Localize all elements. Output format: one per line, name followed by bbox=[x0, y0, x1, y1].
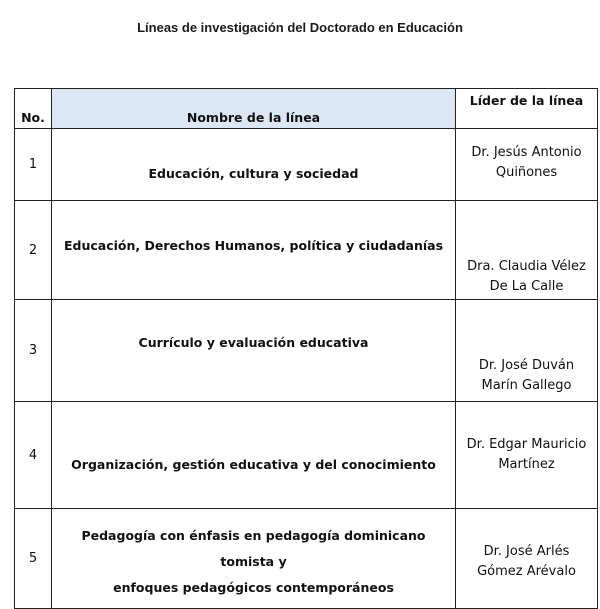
line-name bbox=[52, 300, 456, 402]
line-leader bbox=[456, 201, 598, 300]
header-line-leader: Líder de la línea bbox=[456, 89, 598, 129]
line-name bbox=[52, 201, 456, 300]
leader-name-line: Gómez Arévalo bbox=[477, 564, 576, 579]
research-lines-table bbox=[14, 88, 598, 609]
row-number: 5 bbox=[15, 509, 52, 609]
leader-name-line: De La Calle bbox=[489, 279, 564, 294]
line-name-text: Organización, gestión educativa y del conocimiento bbox=[71, 457, 436, 472]
leader-name-line: Dr. José Duván bbox=[478, 358, 575, 373]
leader-name-line: Dr. Jesús Antonio bbox=[471, 145, 582, 160]
table-header-row bbox=[15, 89, 598, 129]
row-number: 4 bbox=[15, 402, 52, 509]
header-no: No. bbox=[15, 89, 52, 129]
leader-name-line: Dr. Edgar Mauricio bbox=[466, 437, 587, 452]
header-line-name: Nombre de la línea bbox=[52, 89, 456, 129]
table-row bbox=[15, 402, 598, 509]
line-name-text: Currículo y evaluación educativa bbox=[138, 335, 369, 350]
line-name-text: Educación, Derechos Humanos, política y ciudadanías bbox=[63, 238, 444, 253]
line-name-text: enfoques pedagógicos contemporáneos bbox=[113, 580, 394, 595]
row-number: 3 bbox=[15, 300, 52, 402]
line-leader bbox=[456, 129, 598, 201]
line-leader bbox=[456, 509, 598, 609]
table-row bbox=[15, 129, 598, 201]
table-row bbox=[15, 509, 598, 609]
leader-name-line: Dr. José Arlés bbox=[483, 544, 570, 559]
line-leader bbox=[456, 402, 598, 509]
table-row bbox=[15, 300, 598, 402]
leader-name-line: Dra. Claudia Vélez bbox=[467, 259, 586, 274]
document-title: Líneas de investigación del Doctorado en Educación bbox=[137, 20, 463, 35]
line-name bbox=[52, 402, 456, 509]
line-leader bbox=[456, 300, 598, 402]
leader-name-line: Marín Gallego bbox=[481, 378, 572, 393]
row-number: 2 bbox=[15, 201, 52, 300]
line-name-text: Educación, cultura y sociedad bbox=[148, 166, 359, 181]
leader-name-line: Quiñones bbox=[495, 165, 558, 180]
line-name bbox=[52, 129, 456, 201]
line-name bbox=[52, 509, 456, 609]
row-number: 1 bbox=[15, 129, 52, 201]
table-row bbox=[15, 201, 598, 300]
leader-name-line: Martínez bbox=[498, 457, 555, 472]
line-name-text: Pedagogía con énfasis en pedagogía dominicano tomista y bbox=[81, 528, 426, 569]
